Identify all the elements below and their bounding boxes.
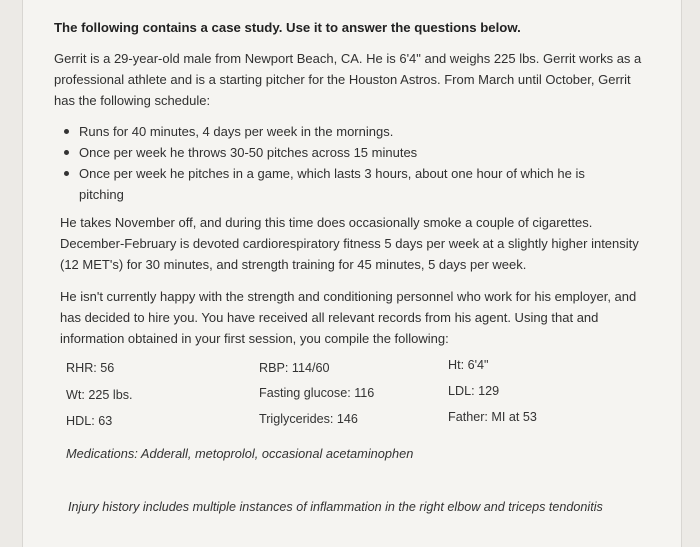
hiring-paragraph: He isn't currently happy with the strength and conditioning personnel who work for his employer, and has decided to hire you. You have received all relevant records from his agent. Using that and information obtained in your first session, you compile the following:	[60, 289, 637, 346]
stat-rhr: RHR: 56	[66, 361, 115, 375]
schedule-item-running: Runs for 40 minutes, 4 days per week in the mornings.	[67, 121, 627, 142]
stat-rbp: RBP: 114/60	[259, 361, 330, 375]
stat-ldl: LDL: 129	[448, 384, 500, 398]
schedule-item-throwing: Once per week he throws 30-50 pitches across 15 minutes	[67, 142, 627, 163]
offseason-paragraph: He takes November off, and during this time does occasionally smoke a couple of cigarettes. December-February is devoted cardiorespiratory fitness 5 days per week at a slightly higher intensity (12 MET's) for 30 minutes, and strength training for 45 minutes, 5 days per week.	[60, 215, 639, 272]
stat-weight: Wt: 225 lbs.	[66, 388, 133, 402]
stat-hdl: HDL: 63	[66, 414, 113, 428]
schedule-list	[67, 121, 627, 205]
stat-height: Ht: 6'4"	[448, 358, 489, 372]
stat-fasting-glucose: Fasting glucose: 116	[259, 386, 375, 400]
background-paragraph: Gerrit is a 29-year-old male from Newport Beach, CA. He is 6'4" and weighs 225 lbs. Gerrit works as a professional athlete and is a starting pitcher for the Houston Astros. From March until October, Gerrit has the following schedule:	[54, 51, 642, 108]
medications-line: Medications: Adderall, metoprolol, occasional acetaminophen	[66, 446, 414, 461]
stat-family-history: Father: MI at 53	[448, 410, 537, 424]
stat-triglycerides: Triglycerides: 146	[259, 412, 358, 426]
schedule-item-game: Once per week he pitches in a game, which lasts 3 hours, about one hour of which he is pitching	[67, 163, 627, 205]
case-study-page	[22, 0, 682, 547]
intro-heading: The following contains a case study. Use it to answer the questions below.	[54, 20, 521, 35]
injury-history-line: Injury history includes multiple instances of inflammation in the right elbow and triceps tendonitis	[68, 500, 603, 514]
